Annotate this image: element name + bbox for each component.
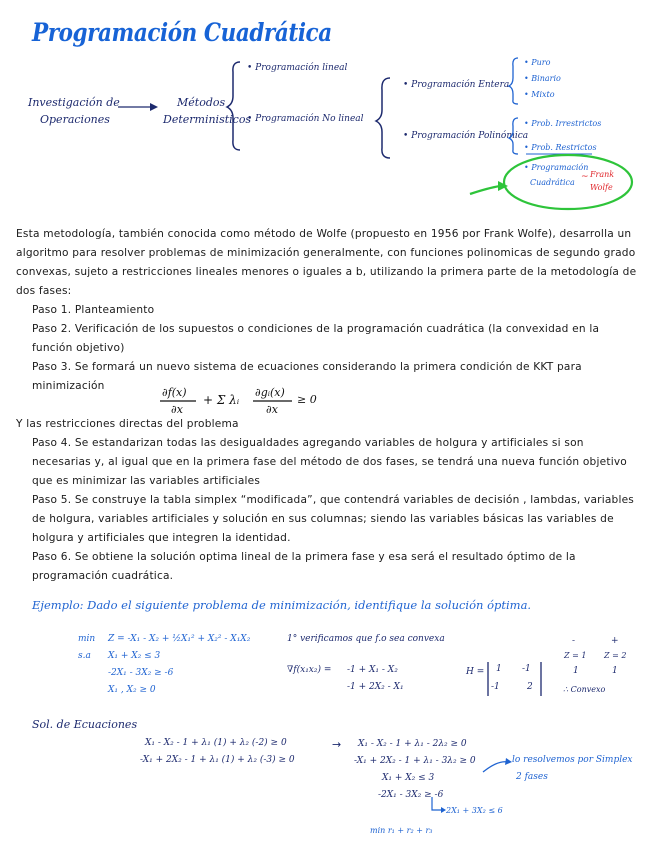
kkt-numerator-g: ∂gᵢ(x) [255, 386, 285, 399]
verify-label: 1° verificamos que f.o sea convexa [287, 634, 445, 644]
hessian-label: H = [466, 667, 485, 677]
equation-right-1: X₁ - X₂ - 1 + λ₁ - 2λ₂ ≥ 0 [358, 739, 467, 749]
poly-type-unconstrained: • Prob. Irrestrictos [524, 119, 602, 128]
kkt-sum-lambda: + Σ λᵢ [203, 393, 240, 407]
kkt-inequality: ≥ 0 [297, 393, 317, 406]
minor-value-2: 1 [612, 666, 618, 676]
quadratic-line2: Cuadrática [530, 178, 575, 187]
integer-type-pure: • Puro [524, 58, 551, 67]
min-label: min [78, 634, 96, 644]
artificial-objective: min r₁ + r₂ + r₃ [370, 826, 433, 835]
step-1: Paso 1. Planteamiento [32, 304, 155, 316]
equation-right-4: -2X₁ - 3X₂ ≥ -6 [378, 790, 444, 800]
wolfe-label: Wolfe [590, 183, 613, 192]
hessian-22: 2 [527, 682, 533, 692]
step-5: Paso 5. Se construye la tabla simplex “modificada”, que contendrá variables de decisión , lambdas, variables de holgura, variables artificiales y solución en sus columnas; siendo las variables básicas las variables de holgura y artificiales que integren la identidad. [32, 494, 635, 544]
gradient-label: ∇f(x₁x₂) = [287, 665, 332, 675]
gradient-row-2: -1 + 2X₂ - X₁ [347, 682, 404, 692]
subject-to-label: s.a [78, 651, 91, 661]
minor-sign-1: - [572, 636, 576, 646]
frank-label: Frank [590, 170, 615, 179]
constraint-3: X₁ , X₂ ≥ 0 [108, 685, 156, 695]
minor-label-2: Z = 2 [604, 651, 627, 660]
step-6: Paso 6. Se obtiene la solución optima lineal de la primera fase y esa será el resultado óptimo de la programación cuadrática. [32, 551, 576, 582]
convex-conclusion: ∴ Convexo [563, 685, 606, 694]
transform-arrow: → [332, 738, 342, 751]
branch-linear: • Programación lineal [247, 63, 348, 73]
step-3: Paso 3. Se formará un nuevo sistema de ecuaciones considerando la primera condición de KKT para minimización [32, 361, 582, 392]
equation-right-2: -X₁ + 2X₂ - 1 + λ₁ - 3λ₂ ≥ 0 [354, 756, 476, 766]
simplex-note-arrow-head [505, 758, 512, 765]
minor-value-1: 1 [573, 666, 579, 676]
sol-equations-label: Sol. de Ecuaciones [32, 718, 138, 731]
intro-paragraph: Esta metodología, también conocida como método de Wolfe (propuesto en 1956 por Frank Wolfe), desarrolla un algoritmo para resolver problemas de minimización generalmente, con funciones polinomicas de segundo grado convexas, sujeto a restricciones lineales menores o iguales a b, utilizando la primera parte de la metodología de dos fases: [16, 228, 637, 297]
hessian-11: 1 [496, 664, 502, 674]
convert-hook-head [441, 807, 446, 813]
branch-nonlinear: • Programación No lineal [247, 114, 364, 124]
step-2: Paso 2. Verificación de los supuestos o condiciones de la programación cuadrática (la convexidad en la función objetivo) [32, 323, 600, 354]
quadratic-line1: • Programación [524, 163, 589, 172]
constraint-1: X₁ + X₂ ≤ 3 [108, 651, 161, 661]
page-title: Programación Cuadrática [32, 18, 332, 47]
simplex-note-arrow [483, 762, 508, 772]
sub-polynomial: • Programación Polinómica [403, 131, 529, 141]
kkt-numerator-f: ∂f(x) [162, 386, 187, 399]
integer-type-binary: • Binario [524, 74, 561, 83]
tilde-sign: ~ [581, 172, 589, 182]
objective-function: Z = -X₁ - X₂ + ½X₁² + X₂² - X₁X₂ [108, 634, 251, 644]
step-4: Paso 4. Se estandarizan todas las desigualdades agregando variables de holgura y artificiales si son necesarias y, al igual que en la primera fase del método de dos fases, se tendrá una nueva función objetivo que es minimizar las variables artificiales [32, 437, 627, 487]
methods-label-line2: Deterministicos [163, 113, 252, 126]
gradient-row-1: -1 + X₁ - X₂ [347, 665, 398, 675]
equation-right-3: X₁ + X₂ ≤ 3 [382, 773, 435, 783]
example-heading: Ejemplo: Dado el siguiente problema de minimización, identifique la solución óptima. [32, 598, 532, 612]
kkt-denominator-g: ∂x [266, 403, 278, 416]
simplex-note-line1: lo resolvemos por Simplex [512, 755, 633, 765]
direct-constraints: Y las restricciones directas del problema [16, 418, 239, 430]
poly-type-constrained: • Prob. Restrictos [524, 143, 597, 152]
hessian-21: -1 [491, 682, 500, 692]
methods-label-line1: Métodos [177, 96, 226, 109]
simplex-note-line2: 2 fases [516, 772, 548, 782]
kkt-denominator-f: ∂x [171, 403, 183, 416]
hessian-12: -1 [522, 664, 531, 674]
equation-left-1: X₁ - X₂ - 1 + λ₁ (1) + λ₂ (-2) ≥ 0 [145, 738, 287, 748]
root-label-line2: Operaciones [40, 113, 110, 126]
sub-integer: • Programación Entera [403, 80, 510, 90]
constraint-2: -2X₁ - 3X₂ ≥ -6 [108, 668, 174, 678]
root-label-line1: Investigación de [28, 96, 120, 109]
converted-constraint: 2X₁ + 3X₂ ≤ 6 [446, 806, 503, 815]
equation-left-2: -X₁ + 2X₂ - 1 + λ₁ (1) + λ₂ (-3) ≥ 0 [140, 755, 295, 765]
minor-label-1: Z = 1 [564, 651, 587, 660]
minor-sign-2: + [611, 636, 619, 646]
integer-type-mixed: • Mixto [524, 90, 555, 99]
